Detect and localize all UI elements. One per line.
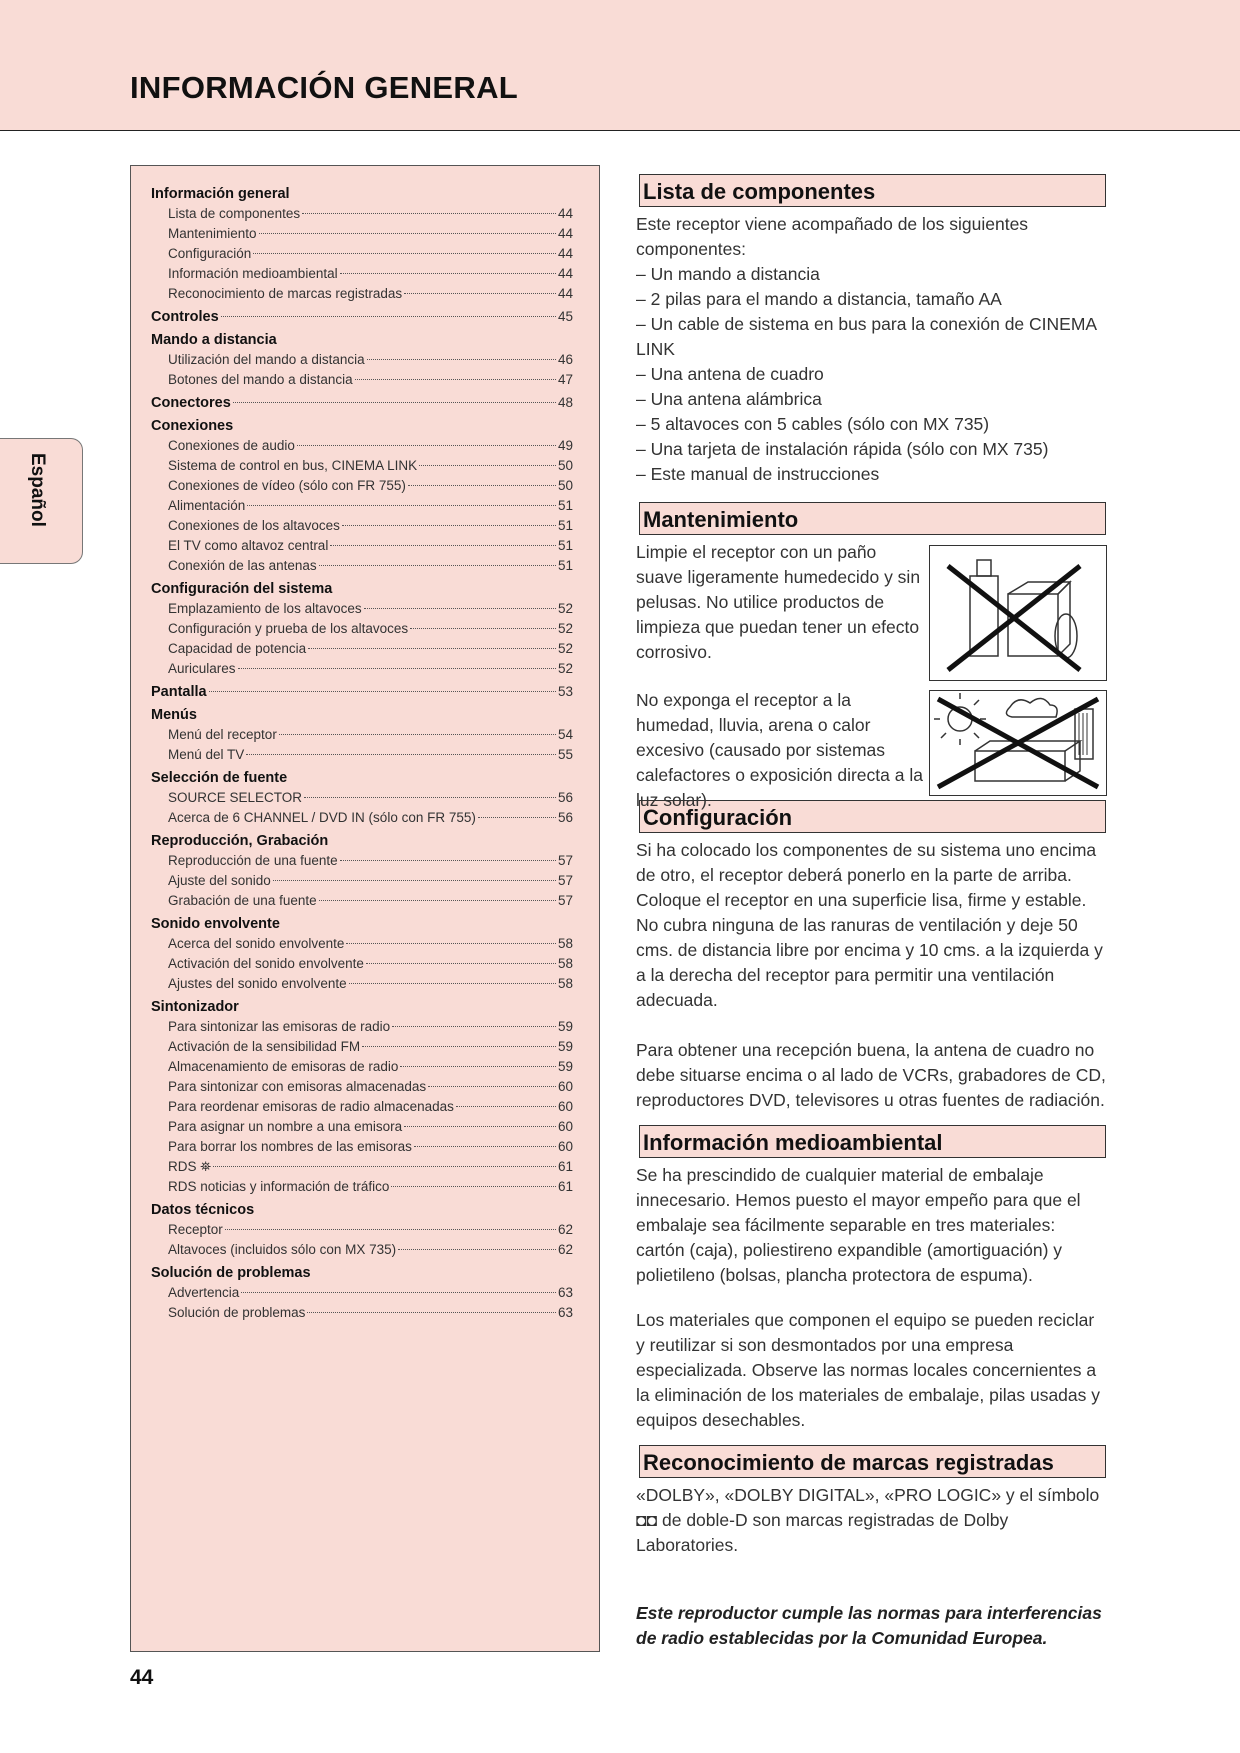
maintenance-section (636, 540, 1106, 810)
toc-page-number: 63 (557, 1305, 573, 1320)
toc-page-number: 45 (557, 309, 573, 324)
configuration-paragraph-2: Para obtener una recepción buena, la antena de cuadro no debe situarse encima o al lado de VCRs, grabadores de CD, reproductores DVD, televisores u otras fuentes de radiación. (636, 1040, 1106, 1110)
toc-page-number: 60 (557, 1079, 573, 1094)
toc-page-number: 51 (557, 538, 573, 553)
toc-page-number: 54 (557, 727, 573, 742)
toc-entry[interactable] (151, 456, 573, 476)
trademarks-heading: Reconocimiento de marcas registradas (639, 1445, 1106, 1478)
toc-dot-leader (355, 379, 556, 380)
environment-section (636, 1163, 1106, 1433)
toc-page-number: 44 (557, 246, 573, 261)
toc-dot-leader (246, 754, 556, 755)
maintenance-heading: Mantenimiento (639, 502, 1106, 535)
toc-dot-leader (247, 505, 556, 506)
toc-entry-label: Activación de la sensibilidad FM (168, 1039, 361, 1054)
components-section (636, 212, 1106, 487)
toc-entry[interactable] (151, 536, 573, 556)
toc-entry[interactable] (151, 1117, 573, 1137)
toc-entry-label: Advertencia (168, 1285, 240, 1300)
toc-entry[interactable] (151, 1303, 573, 1323)
toc-entry-label: Solución de problemas (168, 1305, 306, 1320)
toc-dot-leader (233, 402, 556, 403)
toc-entry-label: Alimentación (168, 498, 246, 513)
toc-dot-leader (307, 1312, 556, 1313)
toc-entry-label: Reconocimiento de marcas registradas (168, 286, 403, 301)
component-item: – Una antena alámbrica (636, 389, 822, 409)
toc-page-number: 44 (557, 286, 573, 301)
toc-entry-label: Emplazamiento de los altavoces (168, 601, 362, 616)
toc-page-number: 63 (557, 1285, 573, 1300)
toc-section (151, 393, 573, 413)
toc-dot-leader (225, 1229, 556, 1230)
component-item: – Un mando a distancia (636, 264, 820, 284)
toc-dot-leader (367, 359, 556, 360)
toc-page-number: 51 (557, 498, 573, 513)
toc-page-number: 61 (557, 1159, 573, 1174)
toc-entry[interactable] (151, 891, 573, 911)
toc-entry-label: Conexiones de audio (168, 438, 295, 453)
toc-page-number: 59 (557, 1039, 573, 1054)
toc-dot-leader (273, 880, 556, 881)
toc-entry-label: Para sintonizar con emisoras almacenadas (168, 1079, 427, 1094)
toc-section (151, 768, 573, 828)
toc-dot-leader (392, 1026, 556, 1027)
component-item: – Un cable de sistema en bus para la conexión de CINEMA LINK (636, 314, 1097, 359)
components-intro: Este receptor viene acompañado de los siguientes componentes: (636, 214, 1029, 259)
toc-entry-label: Menú del receptor (168, 727, 277, 742)
toc-page-number: 49 (557, 438, 573, 453)
toc-entry-label: Configuración (168, 246, 252, 261)
no-heat-moisture-illustration (929, 690, 1107, 796)
toc-entry[interactable] (151, 556, 573, 576)
toc-section-title: Mando a distancia (151, 332, 277, 348)
component-item: – Una antena de cuadro (636, 364, 824, 384)
toc-entry[interactable] (151, 1097, 573, 1117)
toc-dot-leader (414, 1146, 556, 1147)
toc-entry[interactable] (151, 1177, 573, 1197)
toc-entry-label: Reproducción de una fuente (168, 853, 338, 868)
no-cleaning-products-illustration (929, 545, 1107, 681)
toc-entry-label: Ajuste del sonido (168, 873, 271, 888)
toc-dot-leader (404, 293, 556, 294)
toc-dot-leader (330, 545, 556, 546)
toc-dot-leader (349, 983, 556, 984)
toc-page-number: 44 (557, 226, 573, 241)
toc-section (151, 831, 573, 911)
environment-paragraph-2: Los materiales que componen el equipo se pueden reciclar y reutilizar si son desmontados por una empresa especializada. Observe las normas locales concernientes a la eliminación de los materiales de embalaje, pilas usadas y equipos desechables. (636, 1310, 1100, 1430)
toc-entry-label: Botones del mando a distancia (168, 372, 353, 387)
toc-page-number: 58 (557, 956, 573, 971)
component-item: – Una tarjeta de instalación rápida (sólo con MX 735) (636, 439, 1049, 459)
toc-dot-leader (297, 445, 556, 446)
toc-entry[interactable] (151, 476, 573, 496)
toc-page-number: 47 (557, 372, 573, 387)
toc-entry[interactable] (151, 851, 573, 871)
table-of-contents (130, 165, 600, 1652)
toc-entry-label: RDS ⛯ (168, 1159, 212, 1174)
component-item: – 2 pilas para el mando a distancia, tamaño AA (636, 289, 1002, 309)
maintenance-paragraph-1: Limpie el receptor con un paño suave ligeramente humedecido y sin pelusas. No utilice productos de limpieza que puedan tener un efecto corrosivo. (636, 542, 921, 662)
toc-dot-leader (259, 233, 556, 234)
toc-dot-leader (340, 273, 556, 274)
toc-entry[interactable] (151, 370, 573, 390)
toc-entry[interactable] (151, 496, 573, 516)
language-tab-label: Español (27, 453, 48, 527)
toc-section-label: Pantalla (151, 684, 207, 700)
toc-dot-leader (346, 943, 556, 944)
toc-page-number: 53 (557, 684, 573, 699)
toc-entry-label: SOURCE SELECTOR (168, 790, 303, 805)
ce-compliance-note: Este reproductor cumple las normas para interferencias de radio establecidas por la Comunidad Europea. (636, 1603, 1102, 1648)
toc-page-number: 57 (557, 853, 573, 868)
toc-entry[interactable] (151, 436, 573, 456)
toc-entry[interactable] (151, 284, 573, 304)
toc-entry[interactable] (151, 224, 573, 244)
toc-page-number: 44 (557, 206, 573, 221)
toc-section (151, 330, 573, 390)
toc-entry[interactable] (151, 264, 573, 284)
toc-entry-label: El TV como altavoz central (168, 538, 329, 553)
toc-entry[interactable] (151, 788, 573, 808)
toc-page-number: 56 (557, 790, 573, 805)
toc-section (151, 184, 573, 304)
toc-dot-leader (410, 628, 556, 629)
environment-heading: Información medioambiental (639, 1125, 1106, 1158)
toc-section-title: Sonido envolvente (151, 916, 280, 932)
toc-section (151, 914, 573, 994)
toc-dot-leader (304, 797, 556, 798)
toc-dot-leader (319, 565, 556, 566)
toc-entry-label: Conexiones de vídeo (sólo con FR 755) (168, 478, 406, 493)
toc-section-title: Conexiones (151, 418, 234, 434)
toc-page-number: 58 (557, 976, 573, 991)
toc-page-number: 57 (557, 873, 573, 888)
toc-entry-label: Capacidad de potencia (168, 641, 307, 656)
page-header (0, 0, 1240, 131)
toc-entry-label: RDS noticias y información de tráfico (168, 1179, 390, 1194)
toc-entry[interactable] (151, 244, 573, 264)
toc-page-number: 48 (557, 395, 573, 410)
toc-section-label: Controles (151, 309, 219, 325)
toc-page-number: 60 (557, 1139, 573, 1154)
toc-entry[interactable] (151, 1157, 573, 1177)
toc-entry[interactable] (151, 619, 573, 639)
toc-section-title: Menús (151, 707, 197, 723)
component-item: – 5 altavoces con 5 cables (sólo con MX 735) (636, 414, 990, 434)
toc-entry[interactable] (151, 1057, 573, 1077)
toc-entry-label: Para borrar los nombres de las emisoras (168, 1139, 412, 1154)
toc-page-number: 52 (557, 621, 573, 636)
toc-dot-leader (478, 817, 556, 818)
toc-dot-leader (342, 525, 556, 526)
toc-dot-leader (253, 253, 556, 254)
components-list (636, 262, 1106, 487)
toc-dot-leader (408, 485, 556, 486)
toc-entry[interactable] (151, 599, 573, 619)
toc-dot-leader (404, 1126, 556, 1127)
toc-page-number: 62 (557, 1242, 573, 1257)
toc-section (151, 997, 573, 1197)
page-number: 44 (130, 1666, 154, 1689)
toc-section-title (151, 307, 573, 327)
toc-entry-label: Lista de componentes (168, 206, 301, 221)
toc-entry-label: Sistema de control en bus, CINEMA LINK (168, 458, 418, 473)
toc-section (151, 682, 573, 702)
toc-page-number: 56 (557, 810, 573, 825)
toc-entry[interactable] (151, 516, 573, 536)
toc-entry[interactable] (151, 745, 573, 765)
toc-entry-label: Para asignar un nombre a una emisora (168, 1119, 403, 1134)
toc-dot-leader (302, 213, 556, 214)
toc-entry-label: Información medioambiental (168, 266, 338, 281)
toc-entry-label: Receptor (168, 1222, 223, 1237)
language-tab (0, 438, 83, 564)
toc-dot-leader (340, 860, 556, 861)
toc-page-number: 59 (557, 1019, 573, 1034)
trademarks-paragraph: «DOLBY», «DOLBY DIGITAL», «PRO LOGIC» y el símbolo ◘◘ de doble-D son marcas registradas de Dolby Laboratories. (636, 1485, 1100, 1555)
toc-entry[interactable] (151, 1017, 573, 1037)
toc-entry[interactable] (151, 1077, 573, 1097)
toc-dot-leader (308, 648, 556, 649)
toc-dot-leader (213, 1166, 556, 1167)
toc-section (151, 579, 573, 679)
toc-entry[interactable] (151, 871, 573, 891)
toc-page-number: 58 (557, 936, 573, 951)
toc-page-number: 44 (557, 266, 573, 281)
toc-entry-label: Conexiones de los altavoces (168, 518, 340, 533)
toc-section-title (151, 682, 573, 702)
toc-section-title: Selección de fuente (151, 770, 288, 786)
toc-entry[interactable] (151, 1220, 573, 1240)
toc-dot-leader (456, 1106, 556, 1107)
toc-page-number: 50 (557, 458, 573, 473)
toc-dot-leader (419, 465, 556, 466)
toc-entry[interactable] (151, 204, 573, 224)
toc-page-number: 60 (557, 1119, 573, 1134)
toc-entry[interactable] (151, 725, 573, 745)
toc-dot-leader (238, 668, 556, 669)
toc-dot-leader (364, 608, 556, 609)
toc-page-number: 61 (557, 1179, 573, 1194)
toc-section-label: Conectores (151, 395, 231, 411)
toc-entry-label: Conexión de las antenas (168, 558, 317, 573)
components-heading: Lista de componentes (639, 174, 1106, 207)
toc-entry[interactable] (151, 1283, 573, 1303)
toc-entry-label: Activación del sonido envolvente (168, 956, 364, 971)
toc-entry[interactable] (151, 1137, 573, 1157)
toc-page-number: 46 (557, 352, 573, 367)
toc-entry[interactable] (151, 934, 573, 954)
toc-page-number: 52 (557, 661, 573, 676)
toc-entry-label: Grabación de una fuente (168, 893, 317, 908)
configuration-heading: Configuración (639, 800, 1106, 833)
toc-entry[interactable] (151, 639, 573, 659)
component-item: – Este manual de instrucciones (636, 464, 880, 484)
toc-dot-leader (209, 691, 556, 692)
toc-entry[interactable] (151, 974, 573, 994)
toc-section-title: Configuración del sistema (151, 581, 333, 597)
toc-page-number: 60 (557, 1099, 573, 1114)
toc-section-title: Datos técnicos (151, 1202, 255, 1218)
toc-dot-leader (398, 1249, 556, 1250)
toc-entry-label: Para reordenar emisoras de radio almacenadas (168, 1099, 454, 1114)
toc-entry[interactable] (151, 808, 573, 828)
toc-page-number: 51 (557, 558, 573, 573)
content-column (636, 174, 1106, 1558)
toc-dot-leader (241, 1292, 556, 1293)
toc-section-title: Solución de problemas (151, 1265, 311, 1281)
toc-entry-label: Para sintonizar las emisoras de radio (168, 1019, 391, 1034)
toc-entry[interactable] (151, 659, 573, 679)
environment-paragraph-1: Se ha prescindido de cualquier material de embalaje innecesario. Hemos puesto el mayor empeño para que el embalaje sea fácilmente separable en tres materiales: cartón (caja), poliestireno expandible (amortiguación) y polietileno (bolsas, plancha protectora de espuma). (636, 1165, 1081, 1285)
toc-dot-leader (428, 1086, 556, 1087)
toc-section (151, 1200, 573, 1260)
trademarks-section (636, 1483, 1106, 1558)
toc-entry-label: Auriculares (168, 661, 236, 676)
toc-entry-label: Configuración y prueba de los altavoces (168, 621, 409, 636)
toc-section (151, 307, 573, 327)
toc-page-number: 52 (557, 641, 573, 656)
toc-entry-label: Utilización del mando a distancia (168, 352, 365, 367)
toc-page-number: 52 (557, 601, 573, 616)
toc-dot-leader (279, 734, 556, 735)
toc-entry-label: Ajustes del sonido envolvente (168, 976, 347, 991)
toc-section (151, 1263, 573, 1323)
toc-page-number: 57 (557, 893, 573, 908)
toc-page-number: 59 (557, 1059, 573, 1074)
page-title: INFORMACIÓN GENERAL (130, 70, 519, 105)
toc-entry[interactable] (151, 1037, 573, 1057)
toc-dot-leader (400, 1066, 556, 1067)
toc-section-title: Reproducción, Grabación (151, 833, 329, 849)
toc-section (151, 705, 573, 765)
toc-entry-label: Acerca del sonido envolvente (168, 936, 345, 951)
toc-entry-label: Altavoces (incluidos sólo con MX 735) (168, 1242, 397, 1257)
toc-section-title: Información general (151, 186, 290, 202)
toc-entry-label: Almacenamiento de emisoras de radio (168, 1059, 399, 1074)
toc-entry-label: Mantenimiento (168, 226, 257, 241)
toc-dot-leader (319, 900, 556, 901)
toc-entry[interactable] (151, 350, 573, 370)
maintenance-paragraph-2: No exponga el receptor a la humedad, lluvia, arena o calor excesivo (causado por sistemas calefactores o exposición directa a la luz solar). (636, 690, 923, 810)
toc-section-title (151, 393, 573, 413)
toc-page-number: 50 (557, 478, 573, 493)
toc-section-title: Sintonizador (151, 999, 239, 1015)
toc-page-number: 55 (557, 747, 573, 762)
toc-dot-leader (221, 316, 556, 317)
toc-entry-label: Menú del TV (168, 747, 245, 762)
toc-page-number: 51 (557, 518, 573, 533)
configuration-section (636, 838, 1106, 1113)
configuration-paragraph-1: Si ha colocado los componentes de su sistema uno encima de otro, el receptor deberá ponerlo en la parte de arriba. Coloque el receptor en una superficie lisa, firme y estable. No cubra ninguna de las ranuras de ventilación y deje 50 cms. de distancia libre por encima y 10 cms. a la izquierda y a la derecha del receptor para permitir una ventilación adecuada. (636, 840, 1103, 1010)
toc-page-number: 62 (557, 1222, 573, 1237)
toc-dot-leader (366, 963, 556, 964)
toc-entry[interactable] (151, 954, 573, 974)
toc-entry-label: Acerca de 6 CHANNEL / DVD IN (sólo con FR 755) (168, 810, 476, 825)
toc-dot-leader (362, 1046, 556, 1047)
toc-entry[interactable] (151, 1240, 573, 1260)
toc-section (151, 416, 573, 576)
toc-dot-leader (391, 1186, 556, 1187)
